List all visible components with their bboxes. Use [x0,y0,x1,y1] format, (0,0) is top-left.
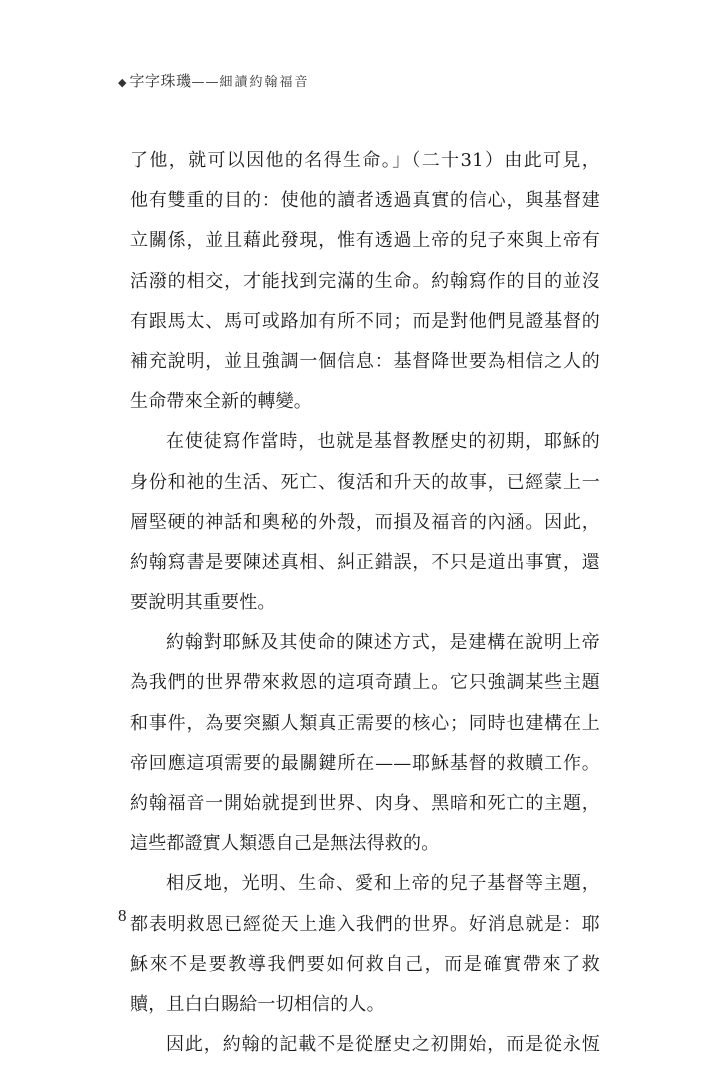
text-line: 生命帶來全新的轉變。 [130,391,312,413]
paragraph-start: 約翰對耶穌及其使命的陳述方式，是建構在說明上帝 [166,632,600,654]
text-line: 都表明救恩已經從天上進入我們的世界。好消息就是：耶 [130,913,600,935]
text-line: 穌來不是要教導我們要如何救自己，而是確實帶來了救 [130,953,600,975]
text-line: 他有雙重的目的：使他的讀者透過真實的信心，與基督建 [130,190,600,212]
text-line: 這些都證實人類憑自己是無法得救的。 [130,833,440,855]
text-line: 層堅硬的神話和奧秘的外殼，而損及福音的內涵。因此， [130,511,600,533]
text-line: 活潑的相交，才能找到完滿的生命。約翰寫作的目的並沒 [130,270,600,292]
running-header [118,70,310,91]
text-line: 要說明其重要性。 [130,592,276,614]
text-line: 帝回應這項需要的最關鍵所在——耶穌基督的救贖工作。 [130,752,600,774]
text-line: 立關係，並且藉此發現，惟有透過上帝的兒子來與上帝有 [130,230,600,252]
text-line: 補充說明，並且強調一個信息：基督降世要為相信之人的 [130,350,600,372]
text-line: 了他，就可以因他的名得生命。」（二十31）由此可見， [130,150,600,171]
text-line: 為我們的世界帶來救恩的這項奇蹟上。它只強調某些主題 [130,672,600,694]
body-text [130,141,600,1065]
text-line: 身份和祂的生活、死亡、復活和升天的故事，已經蒙上一 [130,471,600,493]
book-title: 字字珠璣 [129,72,192,90]
text-line: 約翰寫書是要陳述真相、糾正錯誤，不只是道出事實，還 [130,551,600,573]
paragraph-start: 因此，約翰的記載不是從歷史之初開始，而是從永恆 [166,1034,600,1056]
book-subtitle: 細讀約翰福音 [219,75,310,90]
page-number: 8 [118,906,127,925]
paragraph-start: 相反地，光明、生命、愛和上帝的兒子基督等主題， [166,873,600,895]
text-line: 和事件，為要突顯人類真正需要的核心；同時也建構在上 [130,712,600,734]
diamond-icon: ◆ [118,76,128,89]
text-line: 約翰福音一開始就提到世界、肉身、黑暗和死亡的主題， [130,793,600,814]
paragraph-start: 在使徒寫作當時，也就是基督教歷史的初期，耶穌的 [166,431,600,453]
text-line: 有跟馬太、馬可或路加有所不同；而是對他們見證基督的 [130,310,600,332]
title-dash: —— [191,75,220,90]
text-line: 贖，且白白賜給一切相信的人。 [130,993,385,1015]
